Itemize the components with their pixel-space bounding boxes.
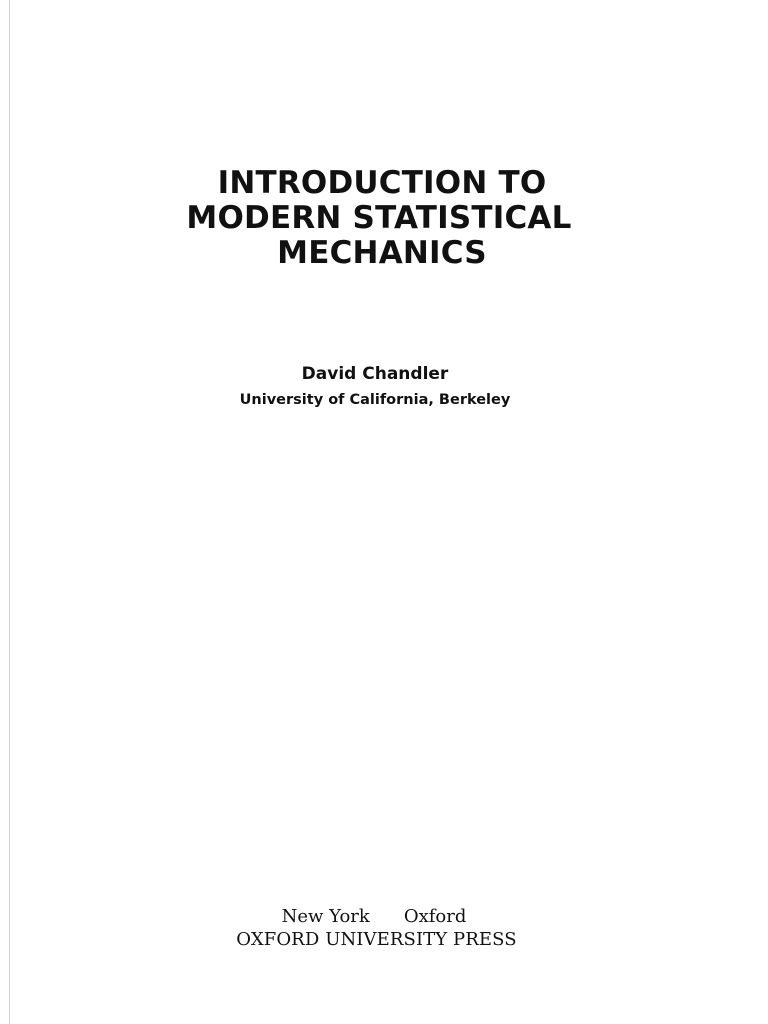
publisher-block xyxy=(0,905,768,951)
author-block xyxy=(0,361,768,413)
title-line-3: MECHANICS xyxy=(277,235,487,271)
publisher-name: OXFORD UNIVERSITY PRESS xyxy=(236,929,517,950)
publisher-cities xyxy=(0,905,768,928)
author-name: David Chandler xyxy=(301,364,449,384)
title-line-2: MODERN STATISTICAL xyxy=(186,200,572,236)
publisher-city-oxford: Oxford xyxy=(403,906,467,927)
publisher-city-new-york: New York xyxy=(281,906,370,927)
book-title xyxy=(0,166,768,271)
title-line-1: INTRODUCTION TO xyxy=(217,165,547,201)
author-affiliation: University of California, Berkeley xyxy=(239,392,511,408)
page-edge xyxy=(9,0,10,1024)
